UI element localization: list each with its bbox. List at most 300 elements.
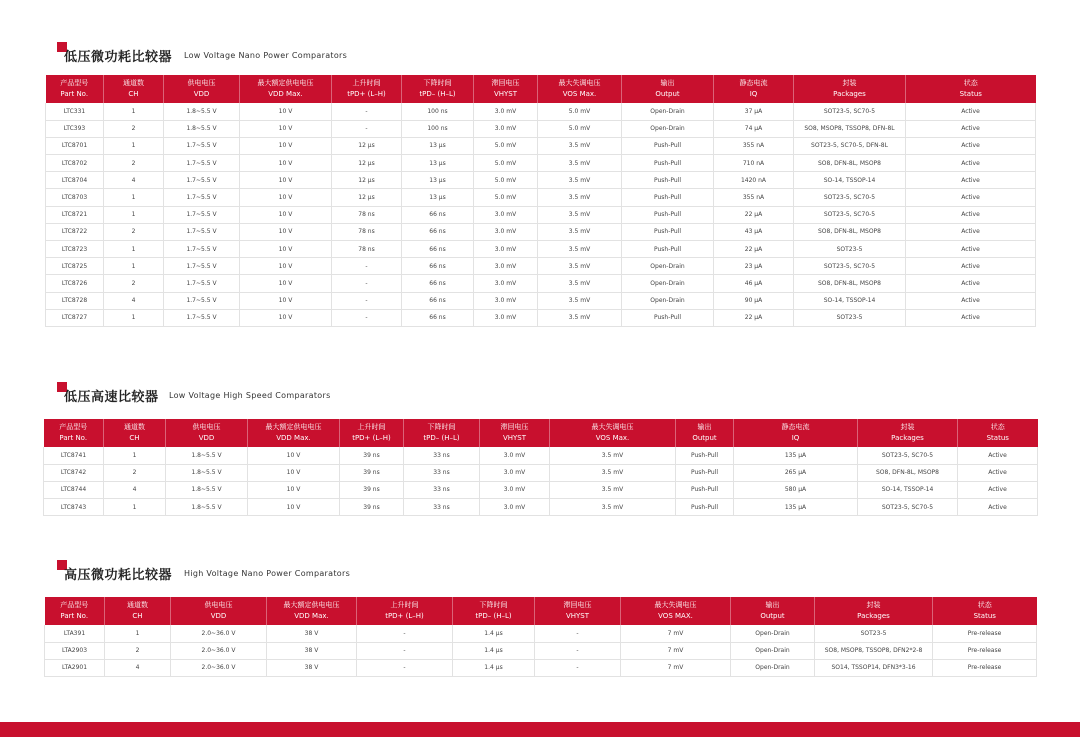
table-cell: 12 μs [332, 189, 402, 206]
table-cell: Push-Pull [676, 464, 734, 481]
header-label: 最大失调电压 [591, 423, 634, 431]
col-vhyst [535, 597, 621, 625]
header-label: 封装 [842, 79, 857, 87]
table-cell: Pre-release [933, 625, 1037, 642]
table-cell: 10 V [240, 206, 332, 223]
col-tpd-rise [340, 419, 404, 447]
table-cell: Active [906, 120, 1036, 137]
header-label: tPD– (H–L) [419, 90, 456, 98]
table-cell: 5.0 mV [474, 137, 538, 154]
table-cell: 22 μA [714, 241, 794, 258]
table-cell: 66 ns [402, 258, 474, 275]
table-cell: LTC8741 [44, 447, 104, 464]
table-cell: 1 [104, 499, 166, 516]
table-cell: 10 V [240, 241, 332, 258]
table-header [44, 419, 1038, 447]
table-cell: 37 μA [714, 103, 794, 120]
table-cell: 7 mV [621, 625, 731, 642]
table-cell: 33 ns [404, 464, 480, 481]
table-row [46, 223, 1036, 240]
table-row [46, 258, 1036, 275]
table-cell: Open-Drain [622, 103, 714, 120]
col-part [45, 597, 105, 625]
table-cell: 1 [104, 189, 164, 206]
header-label: VOS Max. [595, 434, 630, 442]
table-cell: 3.5 mV [538, 172, 622, 189]
table-cell: LTA2901 [45, 659, 105, 676]
table-cell: LTC8703 [46, 189, 104, 206]
table-cell: 3.0 mV [480, 447, 550, 464]
table-row [46, 103, 1036, 120]
table-cell: SO14, TSSOP14, DFN3*3-16 [815, 659, 933, 676]
header-label: 滞回电压 [500, 423, 529, 431]
table-cell: 3.0 mV [474, 258, 538, 275]
table-cell: Active [958, 499, 1038, 516]
table-cell: 3.5 mV [538, 206, 622, 223]
col-tpd-rise [332, 75, 402, 103]
table-cell: Open-Drain [731, 625, 815, 642]
header-label: Output [655, 90, 680, 98]
table-cell: 3.5 mV [550, 481, 676, 498]
table-cell: 66 ns [402, 309, 474, 326]
table-cell: Open-Drain [731, 659, 815, 676]
table-cell: 580 μA [734, 481, 858, 498]
col-tpd-rise [357, 597, 453, 625]
header-label: 上升时间 [390, 601, 419, 609]
table-row [46, 120, 1036, 137]
table-cell: 3.5 mV [538, 241, 622, 258]
table-cell: 39 ns [340, 499, 404, 516]
footer-bar [0, 722, 1080, 737]
table-cell: 74 μA [714, 120, 794, 137]
table-row [46, 275, 1036, 292]
high-voltage-nano-power-table [44, 597, 1037, 677]
col-iq [734, 419, 858, 447]
header-label: Output [760, 612, 785, 620]
table-cell: 710 nA [714, 155, 794, 172]
table-cell: 3.5 mV [538, 309, 622, 326]
table-cell: 38 V [267, 642, 357, 659]
table-cell: SO8, MSOP8, TSSOP8, DFN-8L [794, 120, 906, 137]
col-output [622, 75, 714, 103]
table-cell: 1.7~5.5 V [164, 275, 240, 292]
table-cell: 7 mV [621, 659, 731, 676]
table-cell: SOT23-5, SC70-5 [794, 206, 906, 223]
table-cell: SOT23-5, SC70-5 [794, 189, 906, 206]
table-cell: 1.7~5.5 V [164, 241, 240, 258]
table-cell: 1420 nA [714, 172, 794, 189]
table-cell: 2 [104, 155, 164, 172]
table-cell: Active [958, 447, 1038, 464]
col-tpd-fall [404, 419, 480, 447]
table-cell: 38 V [267, 625, 357, 642]
header-label: CH [132, 612, 143, 620]
table-cell: 5.0 mV [474, 155, 538, 172]
table-cell: 135 μA [734, 447, 858, 464]
header-label: 供电电压 [192, 423, 221, 431]
header-label: 状态 [977, 601, 992, 609]
table-cell: Active [958, 481, 1038, 498]
table-cell: 10 V [240, 292, 332, 309]
table-cell: - [357, 625, 453, 642]
table-cell: 10 V [240, 120, 332, 137]
table-cell: 1 [104, 206, 164, 223]
table-cell: Active [906, 258, 1036, 275]
table-cell: 2.0~36.0 V [171, 642, 267, 659]
header-label: Output [692, 434, 717, 442]
table-row [46, 309, 1036, 326]
col-packages [858, 419, 958, 447]
col-ch [105, 597, 171, 625]
table-cell: 3.5 mV [538, 155, 622, 172]
table-cell: 13 μs [402, 172, 474, 189]
header-label: 下降时间 [479, 601, 508, 609]
col-status [958, 419, 1038, 447]
table-cell: - [332, 309, 402, 326]
header-label: Packages [833, 90, 866, 98]
table-cell: 1 [104, 103, 164, 120]
table-cell: LTA391 [45, 625, 105, 642]
table-cell: 5.0 mV [474, 189, 538, 206]
col-tpd-fall [453, 597, 535, 625]
table-cell: - [357, 659, 453, 676]
col-part [46, 75, 104, 103]
table-cell: 3.0 mV [474, 120, 538, 137]
table-cell: Pre-release [933, 659, 1037, 676]
table-cell: 1.7~5.5 V [164, 258, 240, 275]
table-cell: Push-Pull [622, 241, 714, 258]
table-cell: 3.5 mV [550, 447, 676, 464]
table-cell: 2 [104, 464, 166, 481]
section-title-zh: 低压微功耗比较器 [64, 50, 173, 65]
header-label: tPD+ (L–H) [347, 90, 386, 98]
table-cell: Active [906, 309, 1036, 326]
table-cell: SOT23-5 [794, 309, 906, 326]
header-label: IQ [791, 434, 800, 442]
table-cell: 100 ns [402, 120, 474, 137]
header-label: tPD– (H–L) [475, 612, 512, 620]
table-cell: Open-Drain [622, 292, 714, 309]
section-title-en: Low Voltage Nano Power Comparators [184, 51, 348, 60]
table-cell: LTC8742 [44, 464, 104, 481]
header-label: 通道数 [127, 601, 148, 609]
header-label: VHYST [502, 434, 527, 442]
table-cell: Active [906, 189, 1036, 206]
table-cell: Open-Drain [622, 120, 714, 137]
col-status [933, 597, 1037, 625]
table-cell: Active [906, 103, 1036, 120]
col-status [906, 75, 1036, 103]
table-cell: 2 [104, 120, 164, 137]
table-cell: 1.7~5.5 V [164, 189, 240, 206]
header-label: 封装 [900, 423, 915, 431]
table-cell: 1 [105, 625, 171, 642]
table-cell: SOT23-5, SC70-5 [858, 499, 958, 516]
col-vos [621, 597, 731, 625]
table-cell: LTC8721 [46, 206, 104, 223]
table-cell: 39 ns [340, 447, 404, 464]
table-cell: 1.4 μs [453, 642, 535, 659]
header-label: 最大失调电压 [558, 79, 601, 87]
header-label: Packages [857, 612, 890, 620]
table-cell: SO-14, TSSOP-14 [794, 172, 906, 189]
table-cell: 3.5 mV [550, 499, 676, 516]
table-cell: - [332, 275, 402, 292]
table-cell: 3.5 mV [538, 189, 622, 206]
col-packages [815, 597, 933, 625]
table-cell: Push-Pull [622, 137, 714, 154]
table-cell: 7 mV [621, 642, 731, 659]
table-cell: 3.5 mV [538, 137, 622, 154]
header-label: 下降时间 [427, 423, 456, 431]
table-cell: 1.8~5.5 V [164, 103, 240, 120]
table-cell: 10 V [240, 189, 332, 206]
table-cell: LTC8727 [46, 309, 104, 326]
table-cell: Active [906, 241, 1036, 258]
table-cell: 3.5 mV [538, 275, 622, 292]
header-label: CH [129, 434, 140, 442]
header-label: 产品型号 [60, 601, 89, 609]
table-row [46, 241, 1036, 258]
table-cell: 3.0 mV [474, 275, 538, 292]
header-label: 状态 [963, 79, 978, 87]
header-label: Part No. [59, 434, 88, 442]
table-cell: Active [958, 464, 1038, 481]
table-cell: 1.8~5.5 V [166, 464, 248, 481]
table-row [44, 464, 1038, 481]
table-cell: Push-Pull [676, 499, 734, 516]
table-cell: 10 V [240, 103, 332, 120]
header-label: Status [973, 612, 996, 620]
table-cell: 3.0 mV [480, 499, 550, 516]
table-cell: 1.4 μs [453, 659, 535, 676]
table-cell: 1.7~5.5 V [164, 292, 240, 309]
table-cell: LTC8725 [46, 258, 104, 275]
header-label: IQ [749, 90, 758, 98]
table-cell: 22 μA [714, 206, 794, 223]
table-cell: 10 V [240, 309, 332, 326]
table-cell: LTC393 [46, 120, 104, 137]
table-cell: 1.7~5.5 V [164, 137, 240, 154]
table-cell: Active [906, 275, 1036, 292]
table-row [46, 155, 1036, 172]
col-vhyst [474, 75, 538, 103]
header-label: VDD [193, 90, 210, 98]
header-label: 输出 [697, 423, 712, 431]
header-label: 最大额定供电电压 [257, 79, 314, 87]
table-cell: 22 μA [714, 309, 794, 326]
table-row [46, 189, 1036, 206]
table-cell: 1.4 μs [453, 625, 535, 642]
table-cell: Active [906, 137, 1036, 154]
table-cell: SOT23-5, SC70-5 [794, 258, 906, 275]
header-label: 最大额定供电电压 [265, 423, 322, 431]
table-cell: 3.0 mV [474, 241, 538, 258]
col-vos [550, 419, 676, 447]
header-label: VDD Max. [294, 612, 329, 620]
col-vdd [171, 597, 267, 625]
table-cell: LTC8702 [46, 155, 104, 172]
table-cell: Push-Pull [622, 172, 714, 189]
header-label: Packages [891, 434, 924, 442]
table-cell: Active [906, 223, 1036, 240]
table-cell: 33 ns [404, 447, 480, 464]
header-label: 产品型号 [59, 423, 88, 431]
table-cell: 3.0 mV [474, 223, 538, 240]
table-cell: Open-Drain [622, 258, 714, 275]
header-label: Status [986, 434, 1009, 442]
table-cell: 1.7~5.5 V [164, 172, 240, 189]
table-cell: 46 μA [714, 275, 794, 292]
table-cell: - [332, 258, 402, 275]
table-row [44, 481, 1038, 498]
table-cell: 10 V [240, 275, 332, 292]
header-label: Part No. [60, 90, 89, 98]
header-label: VHYST [565, 612, 590, 620]
table-cell: SOT23-5 [815, 625, 933, 642]
table-cell: 23 μA [714, 258, 794, 275]
table-cell: Push-Pull [622, 223, 714, 240]
table-cell: Push-Pull [622, 206, 714, 223]
header-label: 滞回电压 [491, 79, 520, 87]
table-cell: 10 V [248, 481, 340, 498]
table-cell: Open-Drain [731, 642, 815, 659]
header-label: 供电电压 [187, 79, 216, 87]
table-header [45, 597, 1037, 625]
header-label: 下降时间 [423, 79, 452, 87]
col-part [44, 419, 104, 447]
table-cell: 10 V [240, 223, 332, 240]
col-vhyst [480, 419, 550, 447]
table-cell: 2.0~36.0 V [171, 659, 267, 676]
header-label: 输出 [660, 79, 675, 87]
table-cell: SO-14, TSSOP-14 [858, 481, 958, 498]
table-cell: Open-Drain [622, 275, 714, 292]
table-cell: SOT23-5 [794, 241, 906, 258]
table-cell: Push-Pull [676, 447, 734, 464]
col-vdd [166, 419, 248, 447]
header-label: 最大失调电压 [654, 601, 697, 609]
low-voltage-nano-power-table [45, 75, 1036, 327]
table-cell: SO-14, TSSOP-14 [794, 292, 906, 309]
table-cell: 1 [104, 137, 164, 154]
table-cell: LTC331 [46, 103, 104, 120]
table-row [46, 172, 1036, 189]
header-label: 最大额定供电电压 [283, 601, 340, 609]
header-label: 静态电流 [781, 423, 810, 431]
table-cell: LTC8723 [46, 241, 104, 258]
table-cell: 1.7~5.5 V [164, 309, 240, 326]
table-cell: 3.0 mV [474, 309, 538, 326]
table-cell: 10 V [240, 172, 332, 189]
header-label: 状态 [990, 423, 1005, 431]
table-cell: LTC8701 [46, 137, 104, 154]
header-label: 产品型号 [60, 79, 89, 87]
table-cell: - [332, 120, 402, 137]
table-cell: Pre-release [933, 642, 1037, 659]
table-cell: LTA2903 [45, 642, 105, 659]
table-cell: LTC8704 [46, 172, 104, 189]
table-cell: 1 [104, 241, 164, 258]
table-cell: 43 μA [714, 223, 794, 240]
header-label: VOS MAX. [658, 612, 693, 620]
header-label: 输出 [765, 601, 780, 609]
col-vdd [164, 75, 240, 103]
table-cell: 13 μs [402, 137, 474, 154]
table-cell: 4 [104, 481, 166, 498]
col-ch [104, 75, 164, 103]
table-cell: 1.8~5.5 V [166, 499, 248, 516]
table-cell: 13 μs [402, 155, 474, 172]
col-packages [794, 75, 906, 103]
table-cell: 10 V [240, 155, 332, 172]
table-cell: 4 [104, 292, 164, 309]
table-cell: 33 ns [404, 499, 480, 516]
table-cell: 66 ns [402, 292, 474, 309]
table-cell: 1 [104, 447, 166, 464]
table-cell: 39 ns [340, 481, 404, 498]
header-label: Status [959, 90, 982, 98]
table-cell: 13 μs [402, 189, 474, 206]
table-cell: Push-Pull [676, 481, 734, 498]
header-label: 通道数 [123, 79, 144, 87]
table-row [45, 642, 1037, 659]
table-row [46, 292, 1036, 309]
table-cell: 3.5 mV [550, 464, 676, 481]
table-row [44, 499, 1038, 516]
table-cell: 2 [104, 275, 164, 292]
table-cell: 265 μA [734, 464, 858, 481]
table-cell: 4 [104, 172, 164, 189]
header-label: 上升时间 [352, 79, 381, 87]
table-cell: Active [906, 172, 1036, 189]
table-cell: 38 V [267, 659, 357, 676]
header-label: VDD Max. [268, 90, 303, 98]
table-cell: SO8, DFN-8L, MSOP8 [794, 223, 906, 240]
col-ch [104, 419, 166, 447]
table-cell: - [332, 292, 402, 309]
header-label: VDD [210, 612, 227, 620]
header-label: tPD+ (L–H) [352, 434, 391, 442]
table-cell: 66 ns [402, 241, 474, 258]
table-cell: 39 ns [340, 464, 404, 481]
col-vddmax [267, 597, 357, 625]
table-cell: 12 μs [332, 155, 402, 172]
table-cell: 355 nA [714, 137, 794, 154]
table-cell: LTC8743 [44, 499, 104, 516]
table-cell: - [535, 642, 621, 659]
header-label: VHYST [493, 90, 518, 98]
table-cell: 3.0 mV [474, 292, 538, 309]
col-vddmax [248, 419, 340, 447]
col-output [676, 419, 734, 447]
table-cell: Push-Pull [622, 189, 714, 206]
table-cell: 10 V [240, 137, 332, 154]
table-cell: 5.0 mV [474, 172, 538, 189]
header-label: 供电电压 [204, 601, 233, 609]
table-row [46, 137, 1036, 154]
table-cell: SOT23-5, SC70-5, DFN-8L [794, 137, 906, 154]
col-tpd-fall [402, 75, 474, 103]
header-label: VDD [198, 434, 215, 442]
table-cell: 10 V [248, 447, 340, 464]
table-cell: 3.0 mV [474, 206, 538, 223]
table-cell: 1 [104, 309, 164, 326]
table-cell: 1.8~5.5 V [166, 447, 248, 464]
table-cell: 2 [104, 223, 164, 240]
header-label: VOS Max. [562, 90, 597, 98]
table-cell: 5.0 mV [538, 120, 622, 137]
